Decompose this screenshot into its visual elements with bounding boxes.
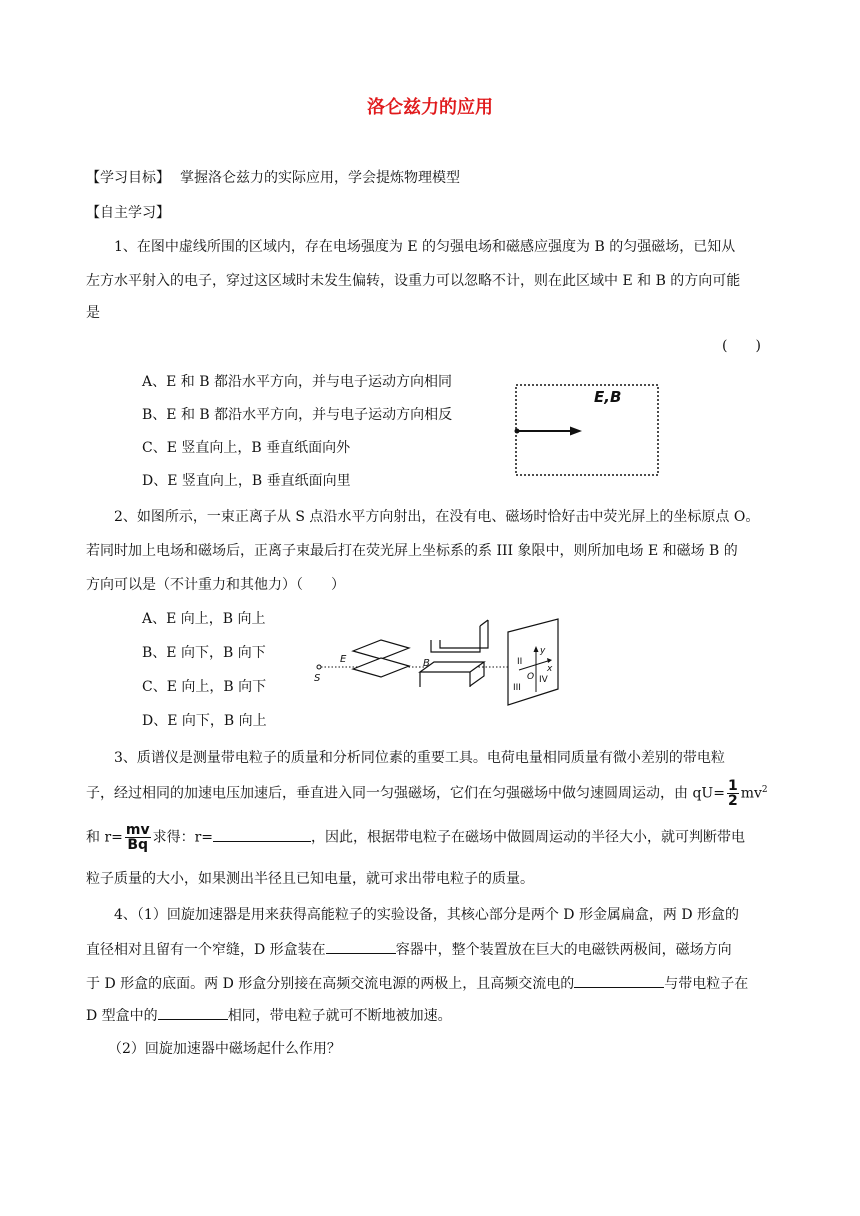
one-half-fraction	[727, 779, 739, 808]
q3-r-equals: 和 r=	[86, 829, 123, 846]
q4-line-4-text: D 型盒中的	[86, 1008, 158, 1024]
q4-line-2-text: 直径相对且留有一个窄缝，D 形盒装在	[86, 942, 326, 958]
q4-motion-blank[interactable]	[158, 1005, 228, 1020]
q2-line-3: 方向可以是（不计重力和其他力）（ ）	[86, 577, 345, 593]
origin-label: O	[527, 672, 535, 682]
q3-line-4: 粒子质量的大小，如果测出半径且已知电量，就可求出带电粒子的质量。	[86, 871, 534, 887]
field-label: E,B	[594, 388, 622, 406]
objective-label: 【学习目标】	[86, 170, 170, 186]
mv-over-bq-fraction	[125, 823, 151, 852]
x-axis-label: x	[547, 664, 553, 674]
q3-mv: mv	[740, 785, 762, 802]
quadrant-iii-label: III	[513, 683, 521, 693]
self-study-label: 【自主学习】	[86, 205, 170, 221]
q4-line-3-rest: 与带电粒子在	[664, 976, 749, 992]
magnet-upper-pole-edge	[480, 620, 488, 626]
quadrant-iv-label: IV	[539, 675, 548, 685]
q1-line-2: 左方水平射入的电子，穿过这区域时未发生偏转，设重力可以忽略不计，则在此区域中 E 和 B 的方向可能	[86, 273, 741, 289]
q1-option-b: B、E 和 B 都沿水平方向，并与电子运动方向相反	[142, 407, 453, 423]
q2-apparatus-figure	[305, 612, 570, 712]
page-title: 洛仑兹力的应用	[367, 97, 493, 118]
q2-option-b: B、E 向下，B 向下	[142, 645, 266, 661]
q3-line-3	[86, 823, 745, 852]
source-label: S	[314, 673, 321, 684]
q2-option-c: C、E 向上，B 向下	[142, 679, 267, 695]
q1-field-region-figure	[508, 380, 664, 480]
q3-result-label: 求得：r=	[152, 829, 214, 846]
objective-text: 掌握洛仑兹力的实际应用，学会提炼物理模型	[180, 170, 460, 186]
q4-line-2-rest: 容器中，整个装置放在巨大的电磁铁两极间，磁场方向	[395, 942, 732, 958]
q2-option-a: A、E 向上，B 向上	[142, 611, 266, 627]
q4-line-2	[86, 939, 732, 960]
source-point	[317, 665, 321, 669]
q1-option-a: A、E 和 B 都沿水平方向，并与电子运动方向相同	[142, 374, 452, 390]
q3-line-2-text: 子，经过相同的加速电压加速后，垂直进入同一匀强磁场，它们在匀强磁场中做匀速圆周运动，由 qU=	[86, 785, 725, 802]
q4-period-blank[interactable]	[574, 973, 664, 988]
fraction-denominator: 2	[727, 793, 738, 809]
q2-line-1: 2、如图所示，一束正离子从 S 点沿水平方向射出，在没有电、磁场时恰好击中荧光屏上的坐标原点 O。	[114, 509, 760, 525]
magnetic-field-label: B	[423, 658, 430, 669]
fraction-numerator: mv	[125, 822, 150, 838]
objective-row	[86, 168, 460, 188]
electric-plate-bottom	[353, 658, 409, 677]
quadrant-ii-label: II	[517, 657, 523, 667]
fraction-denominator: Bq	[127, 837, 149, 853]
q4-container-blank[interactable]	[326, 939, 396, 954]
q4-line-3-text: 于 D 形盒的底面。两 D 形盒分别接在高频交流电源的两极上，且高频交流电的	[86, 976, 575, 992]
q1-option-c: C、E 竖直向上，B 垂直纸面向外	[142, 440, 351, 456]
q1-answer-bracket: ( )	[722, 338, 761, 354]
q1-option-d: D、E 竖直向上，B 垂直纸面向里	[142, 473, 351, 489]
q1-line-1: 1、在图中虚线所围的区域内，存在电场强度为 E 的匀强电场和磁感应强度为 B 的匀强磁场，已知从	[114, 239, 736, 255]
q4-line-4-rest: 相同，带电粒子就可不断地被加速。	[227, 1008, 452, 1024]
electron-arrow-icon	[570, 427, 582, 436]
q3-line-1: 3、质谱仪是测量带电粒子的质量和分析同位素的重要工具。电荷电量相同质量有微小差别的带电粒	[114, 750, 725, 766]
q4-line-3	[86, 973, 748, 994]
q4-line-4	[86, 1005, 452, 1026]
y-axis-label: y	[540, 646, 546, 656]
fraction-numerator: 1	[727, 778, 738, 794]
q4-line-1: 4、（1）回旋加速器是用来获得高能粒子的实验设备，其核心部分是两个 D 形金属扁盒，两 D 形盒的	[114, 907, 740, 923]
q2-line-2: 若同时加上电场和磁场后，正离子束最后打在荧光屏上坐标系的系 III 象限中，则所加电场 E 和磁场 B 的	[86, 543, 738, 559]
electric-plate-top	[353, 640, 409, 659]
electric-field-label: E	[340, 654, 347, 665]
magnet-upper-pole-back	[440, 620, 488, 648]
q3-line-2	[86, 779, 768, 808]
q3-exponent: 2	[761, 784, 768, 795]
q1-line-3: 是	[86, 305, 100, 321]
q2-option-d: D、E 向下，B 向上	[142, 713, 267, 729]
q4-part-2: （2）回旋加速器中磁场起什么作用？	[108, 1041, 341, 1057]
q3-radius-blank[interactable]	[213, 827, 311, 842]
q3-line-3-rest: ，因此，根据带电粒子在磁场中做圆周运动的半径大小，就可判断带电	[311, 829, 746, 846]
